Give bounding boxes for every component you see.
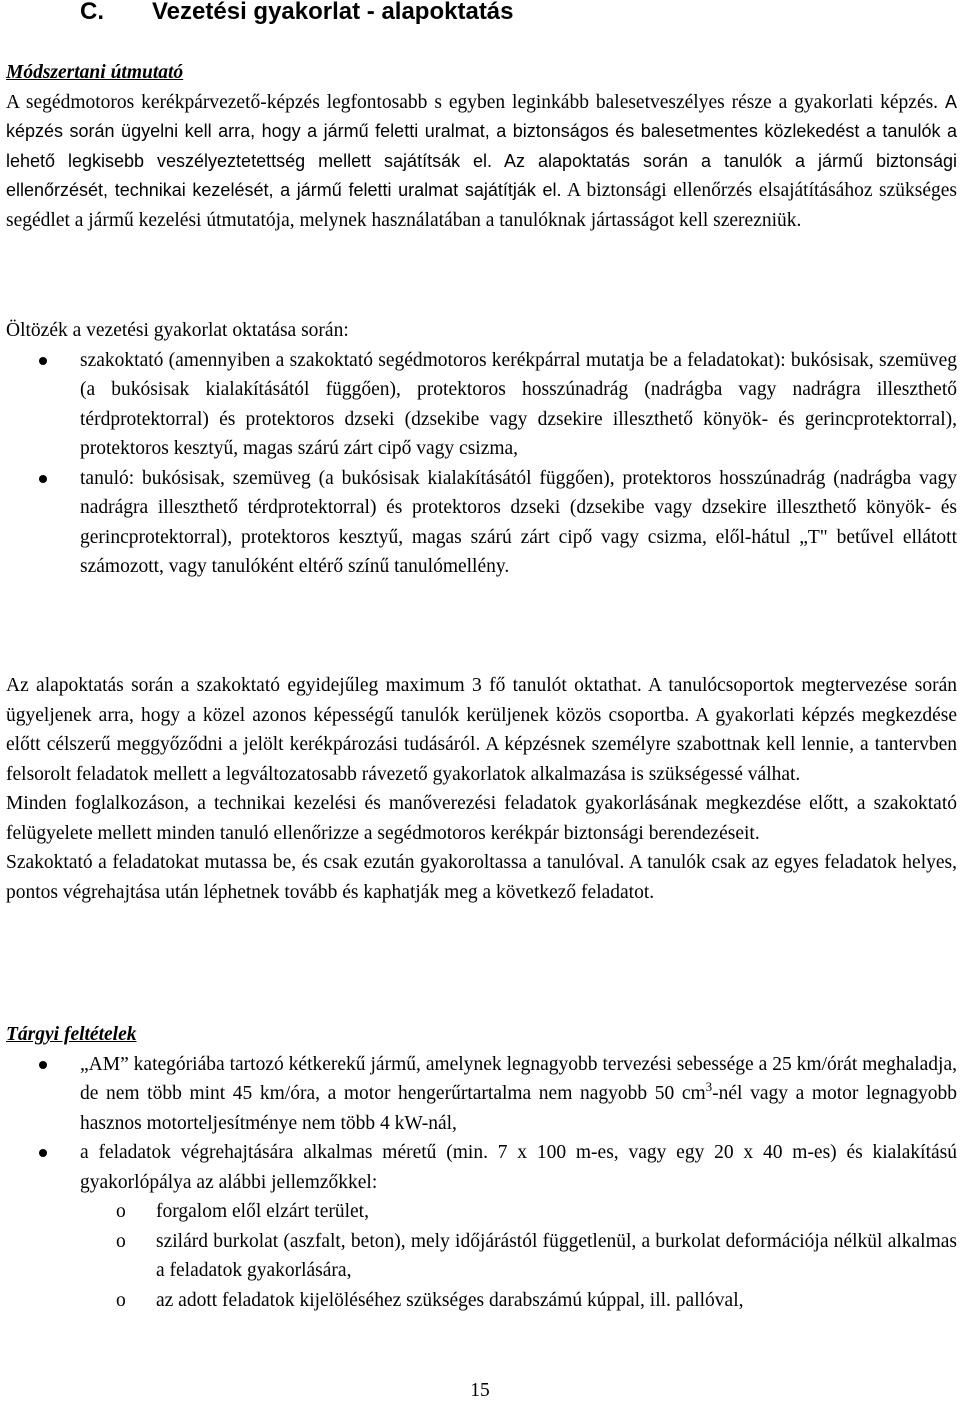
- demonstration-paragraph: Szakoktató a feladatokat mutassa be, és csak ezután gyakoroltassa a tanulóval. A tanulók csak az egyes feladatok helyes, pontos végrehajtása után léphetnek tovább és kaphatják meg a következő feladatot.: [6, 852, 957, 903]
- methodology-text-2: A képzés során ügyelni kell arra, hogy a jármű feletti uralmat, a biztonságos és balesetmentes közlekedést a tanulók a lehető legkisebb veszélyeztetettség mellett sajátítsák el. Az alapoktatás során a tanulók a jármű biztonsági ellenőrzését, technikai kezelését, a jármű feletti uralmat sajátítják el.: [6, 91, 957, 200]
- circle-bullet-icon: o: [116, 1230, 126, 1252]
- list-item: [6, 1138, 957, 1197]
- list-item: [6, 464, 957, 582]
- safety-check-paragraph: Minden foglalkozáson, a technikai kezelési és manőverezési feladatok gyakorlásának megkezdése előtt, a szakoktató felügyelete mellett minden tanuló ellenőrizze a segédmotoros kerékpár biztonsági berendezéseit.: [6, 793, 957, 844]
- methodology-text-1: A segédmotoros kerékpárvezető-képzés legfontosabb s egyben leginkább balesetveszélyes része a gyakorlati képzés.: [6, 91, 939, 113]
- list-item: [6, 1286, 957, 1316]
- conditions-heading: Tárgyi feltételek: [6, 1024, 137, 1045]
- clothing-instructor: szakoktató (amennyiben a szakoktató segédmotoros kerékpárral mutatja be a feladatokat): bukósisak, szemüveg (a bukósisak kialakításától függően), protektoros hosszúnadrág (nadrágba vagy nadrágra illeszthető térdprotektorral) és protektoros dzseki (dzsekibe vagy dzsekire illeszthető könyök- és gerincprotektorral), protektoros kesztyű, magas szárú zárt cipő vagy csizma,: [80, 349, 957, 459]
- track-text: a feladatok végrehajtására alkalmas méretű (min. 7 x 100 m-es, vagy egy 20 x 40 m-es) és kialakítású gyakorlópálya az alábbi jellemzőkkel:: [80, 1142, 957, 1193]
- track-feature: forgalom elől elzárt terület,: [156, 1201, 369, 1222]
- methodology-text-3: A biztonsági ellenőrzés elsajátításához szükséges segédlet a jármű kezelési útmutatója, melynek használatában a tanulóknak jártasságot kell szerezniük.: [6, 180, 958, 231]
- group-paragraph: Az alapoktatás során a szakoktató egyidejűleg maximum 3 fő tanulót oktathat. A tanulócsoportok megtervezése során ügyeljenek arra, hogy a közel azonos képességű tanulók kerüljenek közös csoportba. A gyakorlati képzés megkezdése előtt célszerű meggyőződni a jelölt kerékpározási tudásáról. A képzésnek személyre szabottnak kell lennie, a tantervben felsorolt feladatok mellett a legváltozatosabb rávezető gyakorlatok alkalmazása is szükségessé válhat.: [6, 675, 957, 785]
- circle-bullet-icon: o: [116, 1289, 126, 1311]
- conditions-section: [6, 1020, 957, 1315]
- vehicle-text-b: -nél vagy a motor legnagyobb hasznos motorteljesítménye nem több 4 kW-nál,: [80, 1083, 957, 1134]
- page-number: 15: [470, 1380, 490, 1401]
- methodology-heading: Módszertani útmutató: [6, 62, 184, 83]
- list-item: [6, 1227, 957, 1286]
- bullet-icon: [39, 1149, 47, 1157]
- clothing-intro: Öltözék a vezetési gyakorlat oktatása során:: [6, 320, 349, 341]
- section-title-text: Vezetési gyakorlat - alapoktatás: [152, 0, 514, 25]
- track-feature: szilárd burkolat (aszfalt, beton), mely időjárástól függetlenül, a burkolat deformációja nélkül alkalmas a feladatok gyakorlására,: [156, 1230, 957, 1281]
- track-feature: az adott feladatok kijelöléséhez szükséges darabszámú kúppal, ill. pallóval,: [156, 1289, 744, 1311]
- section-letter: C.: [80, 0, 104, 25]
- bullet-icon: [39, 475, 47, 483]
- clothing-section: [6, 316, 957, 582]
- clothing-student: tanuló: bukósisak, szemüveg (a bukósisak kialakításától függően), protektoros hosszúnadrág (nadrágba vagy nadrágra illeszthető térdprotektorral) és protektoros dzseki (dzsekibe vagy dzsekire illeszthető könyök- és gerincprotektorral), protektoros kesztyű, magas szárú zárt cipő vagy csizma, elől-hátul „T" betűvel ellátott számozott, vagy tanulóként eltérő színű tanulómellény.: [80, 467, 957, 577]
- group-section: [6, 671, 957, 907]
- clothing-list: [6, 346, 957, 582]
- list-item: [6, 346, 957, 464]
- bullet-icon: [39, 1061, 47, 1069]
- track-features-list: [6, 1197, 957, 1315]
- bullet-icon: [39, 357, 47, 365]
- list-item: [6, 1050, 957, 1139]
- superscript: 3: [705, 1079, 713, 1094]
- conditions-list: [6, 1050, 957, 1198]
- circle-bullet-icon: o: [116, 1201, 126, 1222]
- vehicle-text-a: „AM” kategóriába tartozó kétkerekű jármű, amelynek legnagyobb tervezési sebessége a 25 km/órát meghaladja, de nem több mint 45 km/óra, a motor hengerűrtartalma nem nagyobb 50 cm: [80, 1053, 957, 1104]
- methodology-section: [6, 58, 957, 235]
- methodology-paragraph: [6, 88, 957, 236]
- list-item: [6, 1197, 957, 1227]
